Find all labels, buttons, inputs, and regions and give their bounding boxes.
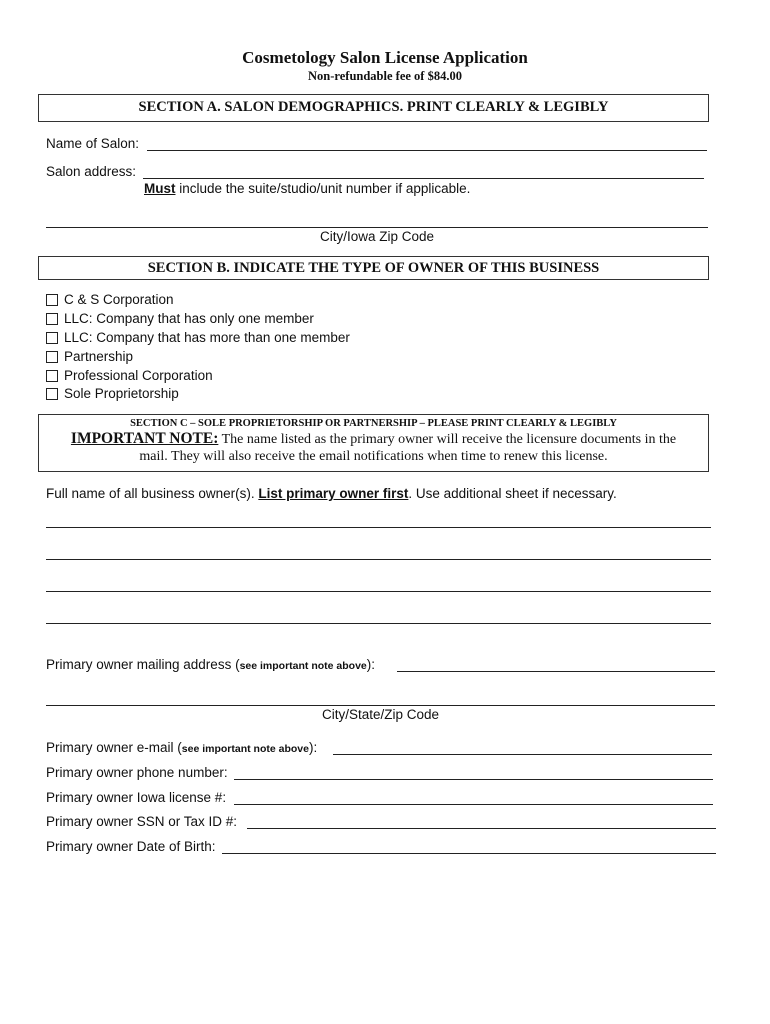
see-note-text: see important note above: [181, 743, 309, 755]
owner-name-field[interactable]: [46, 527, 711, 528]
salon-city-zip-field[interactable]: [46, 227, 708, 228]
checkbox[interactable]: [46, 313, 58, 325]
mailing-label-end: ):: [366, 657, 376, 672]
salon-address-field[interactable]: [143, 178, 704, 179]
owner-type-option[interactable]: [46, 292, 174, 307]
salon-address-label: Salon address:: [46, 164, 137, 179]
mailing-address-field[interactable]: [397, 671, 715, 672]
section-b-header: [38, 256, 709, 280]
owner-type-option[interactable]: [46, 311, 314, 326]
address-note: [144, 181, 470, 196]
owner-name-field[interactable]: [46, 559, 711, 560]
phone-label: Primary owner phone number:: [46, 765, 228, 780]
owner-type-option[interactable]: [46, 368, 213, 383]
document-title: Cosmetology Salon License Application: [242, 48, 528, 67]
section-c-heading: SECTION C – SOLE PROPRIETORSHIP OR PARTNERSHIP – PLEASE PRINT CLEARLY & LEGIBLY: [130, 418, 617, 429]
salon-name-field[interactable]: [147, 150, 707, 151]
section-b-heading: SECTION B. INDICATE THE TYPE OF OWNER OF THIS BUSINESS: [147, 260, 600, 276]
checkbox[interactable]: [46, 388, 58, 400]
ssn-label: Primary owner SSN or Tax ID #:: [46, 814, 238, 829]
ssn-field[interactable]: [247, 828, 716, 829]
section-a-header: [38, 94, 709, 122]
primary-first-emphasis: List primary owner first: [258, 486, 409, 501]
dob-label: Primary owner Date of Birth:: [46, 839, 216, 854]
dob-field[interactable]: [222, 853, 716, 854]
city-zip-caption: City/Iowa Zip Code: [319, 229, 435, 244]
owner-name-field[interactable]: [46, 623, 711, 624]
fee-note: Non-refundable fee of $84.00: [308, 69, 462, 83]
option-label: LLC: Company that has only one member: [64, 311, 314, 326]
important-note: [39, 430, 708, 448]
important-note-text-1: The name listed as the primary owner will receive the licensure documents in the: [218, 432, 677, 447]
owners-label-1: Full name of all business owner(s).: [46, 486, 259, 501]
owners-label-2: . Use additional sheet if necessary.: [408, 486, 617, 501]
license-label: Primary owner Iowa license #:: [46, 790, 227, 805]
email-label-end: ):: [308, 740, 318, 755]
option-label: C & S Corporation: [64, 292, 174, 307]
mailing-city-state-zip-field[interactable]: [46, 705, 715, 706]
important-note-label: IMPORTANT NOTE:: [70, 430, 219, 447]
email-label: [46, 740, 317, 755]
owner-type-option[interactable]: [46, 349, 133, 364]
license-field[interactable]: [234, 804, 713, 805]
see-note-text: see important note above: [239, 660, 367, 672]
checkbox[interactable]: [46, 351, 58, 363]
checkbox[interactable]: [46, 370, 58, 382]
salon-name-label: Name of Salon:: [46, 136, 140, 151]
section-c-header: [38, 414, 709, 472]
must-emphasis: Must: [144, 181, 176, 196]
mailing-address-label: [46, 657, 375, 672]
city-state-zip-caption: City/State/Zip Code: [321, 707, 440, 722]
owners-instruction: [46, 486, 617, 501]
checkbox[interactable]: [46, 332, 58, 344]
checkbox[interactable]: [46, 294, 58, 306]
email-field[interactable]: [333, 754, 712, 755]
phone-field[interactable]: [234, 779, 713, 780]
option-label: Sole Proprietorship: [64, 386, 179, 401]
section-a-heading: SECTION A. SALON DEMOGRAPHICS. PRINT CLEARLY & LEGIBLY: [138, 99, 609, 115]
important-note-line-2: mail. They will also receive the email notifications when time to renew this license.: [139, 449, 608, 464]
option-label: Partnership: [64, 349, 134, 364]
address-note-text: include the suite/studio/unit number if applicable.: [175, 181, 471, 196]
option-label: LLC: Company that has more than one member: [64, 330, 350, 345]
email-label-text: Primary owner e-mail (: [46, 740, 182, 755]
owner-type-option[interactable]: [46, 330, 350, 345]
option-label: Professional Corporation: [64, 368, 213, 383]
mailing-label-text: Primary owner mailing address (: [46, 657, 240, 672]
owner-name-field[interactable]: [46, 591, 711, 592]
owner-type-option[interactable]: [46, 386, 179, 401]
